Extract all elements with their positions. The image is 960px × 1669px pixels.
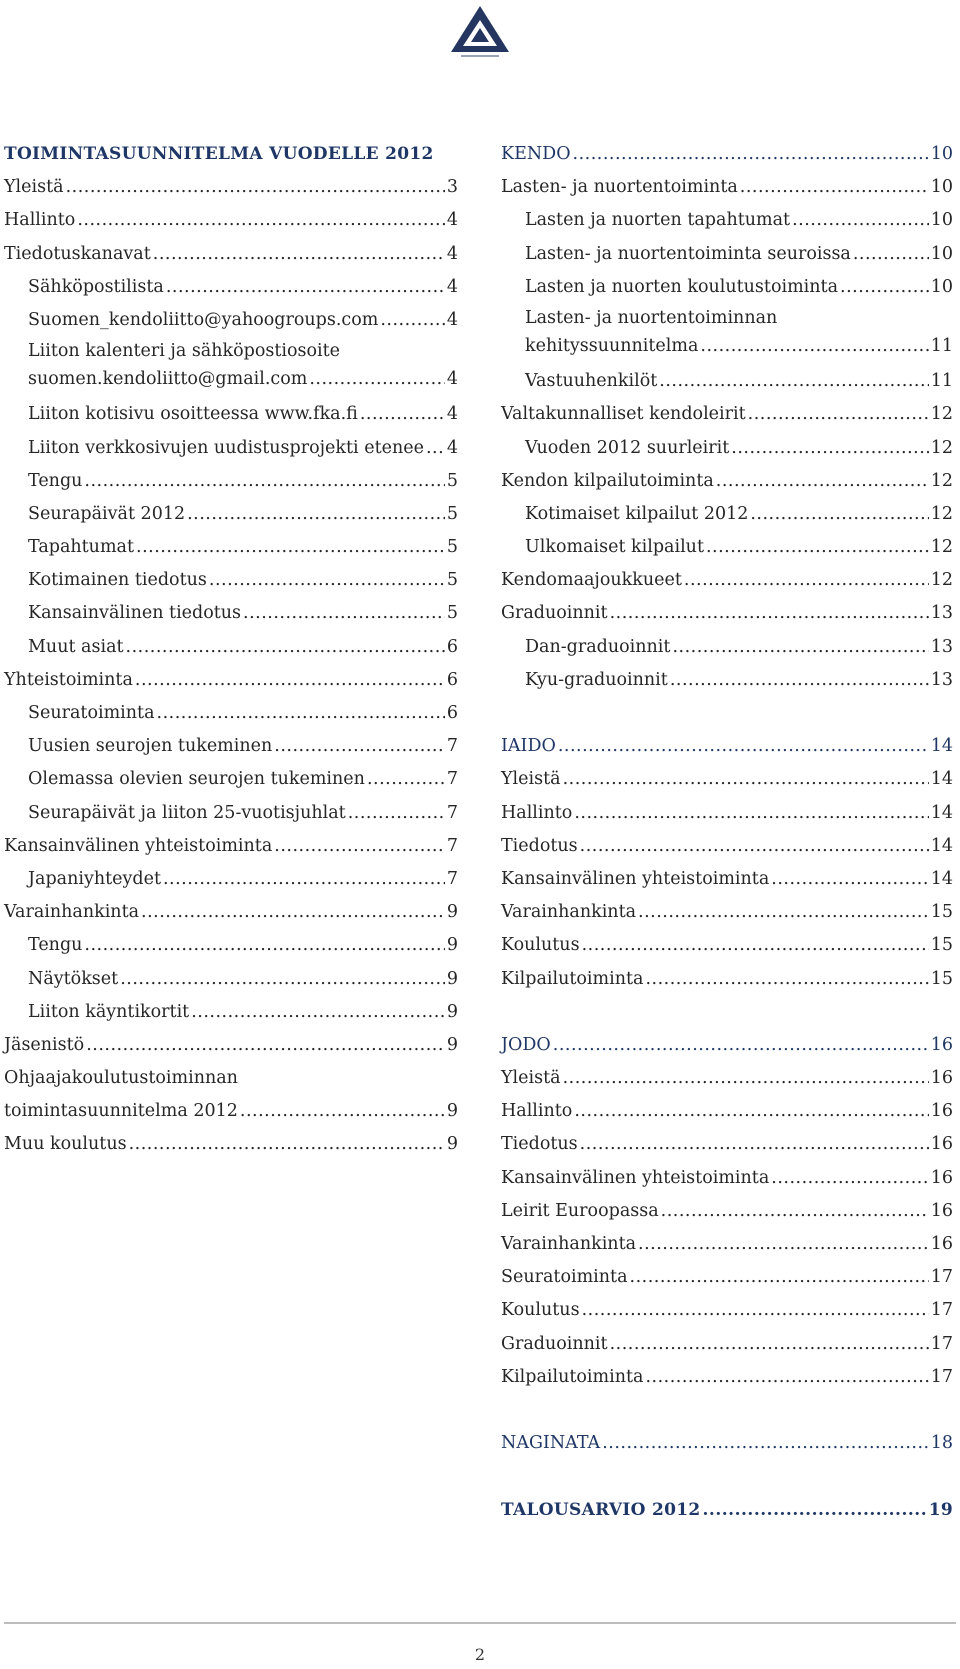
toc-entry[interactable]: Vuoden 2012 suurleirit ..... 12	[501, 432, 953, 465]
toc-entry[interactable]: Uusien seurojen tukeminen ..... 7	[4, 730, 458, 763]
toc-entry[interactable]: Tiedotus ..... 14	[501, 830, 953, 863]
toc-entry[interactable]: Dan-graduoinnit ..... 13	[501, 631, 953, 664]
toc-entry[interactable]: Valtakunnalliset kendoleirit ..... 12	[501, 398, 953, 431]
toc-entry[interactable]: Olemassa olevien seurojen tukeminen ..... 7	[4, 763, 458, 796]
toc-entry[interactable]: Kansainvälinen yhteistoiminta ..... 7	[4, 830, 458, 863]
toc-entry[interactable]: Koulutus ..... 17	[501, 1294, 953, 1327]
toc-entry[interactable]: Liiton kalenteri ja sähköpostiosoite suomen.kendoliitto@gmail.com ..... 4	[4, 337, 458, 398]
toc-entry[interactable]: Lasten- ja nuortentoiminnan kehityssuunnitelma ..... 11	[501, 304, 953, 365]
toc-entry[interactable]: Tiedotus ..... 16	[501, 1128, 953, 1161]
toc-right-column	[501, 138, 953, 1527]
toc-entry[interactable]: Varainhankinta ..... 15	[501, 896, 953, 929]
toc-entry[interactable]: Leirit Euroopassa ..... 16	[501, 1195, 953, 1228]
toc-entry[interactable]: Varainhankinta ..... 16	[501, 1228, 953, 1261]
toc-left-column	[4, 138, 458, 1162]
toc-entry[interactable]: Hallinto ..... 14	[501, 797, 953, 830]
toc-entry[interactable]: Kilpailutoiminta ..... 17	[501, 1361, 953, 1394]
toc-entry[interactable]: Sähköpostilista ..... 4	[4, 271, 458, 304]
toc-entry[interactable]: Liiton käyntikortit ..... 9	[4, 996, 458, 1029]
toc-entry[interactable]: Seuratoiminta ..... 6	[4, 697, 458, 730]
toc-entry[interactable]: Koulutus ..... 15	[501, 929, 953, 962]
toc-entry[interactable]: Hallinto ..... 4	[4, 204, 458, 237]
toc-entry[interactable]: Kendon kilpailutoiminta ..... 12	[501, 465, 953, 498]
toc-entry[interactable]: Tapahtumat ..... 5	[4, 531, 458, 564]
toc-entry[interactable]: Yleistä ..... 14	[501, 763, 953, 796]
toc-section-jodo[interactable]: JODO ..... 16	[501, 1029, 953, 1062]
section-gap	[501, 1394, 953, 1427]
toc-entry[interactable]: Muu koulutus ..... 9	[4, 1128, 458, 1161]
toc-entry[interactable]: Muut asiat ..... 6	[4, 631, 458, 664]
toc-entry[interactable]: Graduoinnit ..... 17	[501, 1328, 953, 1361]
toc-entry[interactable]: Lasten ja nuorten tapahtumat ..... 10	[501, 204, 953, 237]
toc-entry[interactable]: Kotimainen tiedotus ..... 5	[4, 564, 458, 597]
toc-entry[interactable]: Seuratoiminta ..... 17	[501, 1261, 953, 1294]
toc-entry[interactable]: Kansainvälinen yhteistoiminta ..... 16	[501, 1162, 953, 1195]
toc-section-kendo[interactable]: KENDO ..... 10	[501, 138, 953, 171]
toc-entry[interactable]: Jäsenistö ..... 9	[4, 1029, 458, 1062]
section-gap	[501, 1460, 953, 1493]
toc-entry[interactable]: Yleistä ..... 16	[501, 1062, 953, 1095]
toc-entry[interactable]: Kyu-graduoinnit ..... 13	[501, 664, 953, 697]
toc-entry[interactable]: Seurapäivät ja liiton 25-vuotisjuhlat ..... 7	[4, 797, 458, 830]
toc-entry[interactable]: Lasten- ja nuortentoiminta seuroissa ..... 10	[501, 238, 953, 271]
toc-main-heading[interactable]: TOIMINTASUUNNITELMA VUODELLE 2012	[4, 144, 434, 164]
section-gap	[501, 697, 953, 730]
toc-entry[interactable]: Hallinto ..... 16	[501, 1095, 953, 1128]
toc-section-naginata[interactable]: NAGINATA ..... 18	[501, 1427, 953, 1460]
toc-entry[interactable]: Yleistä ..... 3	[4, 171, 458, 204]
toc-entry[interactable]: Kilpailutoiminta ..... 15	[501, 963, 953, 996]
toc-entry[interactable]: Liiton verkkosivujen uudistusprojekti etenee ..... 4	[4, 432, 458, 465]
toc-section-talousarvio[interactable]: TALOUSARVIO 2012 ..... 19	[501, 1494, 953, 1527]
toc-entry[interactable]: toimintasuunnitelma 2012 ..... 9	[4, 1095, 458, 1128]
toc-entry[interactable]: Yhteistoiminta ..... 6	[4, 664, 458, 697]
toc-entry[interactable]: Suomen_kendoliitto@yahoogroups.com ..... 4	[4, 304, 458, 337]
toc-entry[interactable]: Vastuuhenkilöt ..... 11	[501, 365, 953, 398]
toc-entry[interactable]: Ulkomaiset kilpailut ..... 12	[501, 531, 953, 564]
toc-section-iaido[interactable]: IAIDO ..... 14	[501, 730, 953, 763]
toc-entry[interactable]: Seurapäivät 2012 ..... 5	[4, 498, 458, 531]
section-gap	[501, 996, 953, 1029]
toc-entry[interactable]: Lasten- ja nuortentoiminta ..... 10	[501, 171, 953, 204]
toc-entry[interactable]: Varainhankinta ..... 9	[4, 896, 458, 929]
toc-entry[interactable]: Näytökset ..... 9	[4, 963, 458, 996]
toc-entry[interactable]: Tengu ..... 9	[4, 929, 458, 962]
toc-entry[interactable]: Liiton kotisivu osoitteessa www.fka.fi ..... 4	[4, 398, 458, 431]
toc-entry[interactable]: Tiedotuskanavat ..... 4	[4, 238, 458, 271]
triangle-logo-icon	[443, 2, 517, 60]
toc-entry[interactable]: Kansainvälinen tiedotus ..... 5	[4, 597, 458, 630]
toc-entry[interactable]: Japaniyhteydet ..... 7	[4, 863, 458, 896]
page-number: 2	[474, 1645, 486, 1664]
toc-entry[interactable]: Ohjaajakoulutustoiminnan	[4, 1068, 238, 1089]
toc-entry[interactable]: Graduoinnit ..... 13	[501, 597, 953, 630]
toc-entry[interactable]: Kotimaiset kilpailut 2012 ..... 12	[501, 498, 953, 531]
footer-divider	[4, 1622, 956, 1624]
toc-entry[interactable]: Lasten ja nuorten koulutustoiminta ..... 10	[501, 271, 953, 304]
toc-entry[interactable]: Kansainvälinen yhteistoiminta ..... 14	[501, 863, 953, 896]
toc-entry[interactable]: Kendomaajoukkueet ..... 12	[501, 564, 953, 597]
toc-entry[interactable]: Tengu ..... 5	[4, 465, 458, 498]
